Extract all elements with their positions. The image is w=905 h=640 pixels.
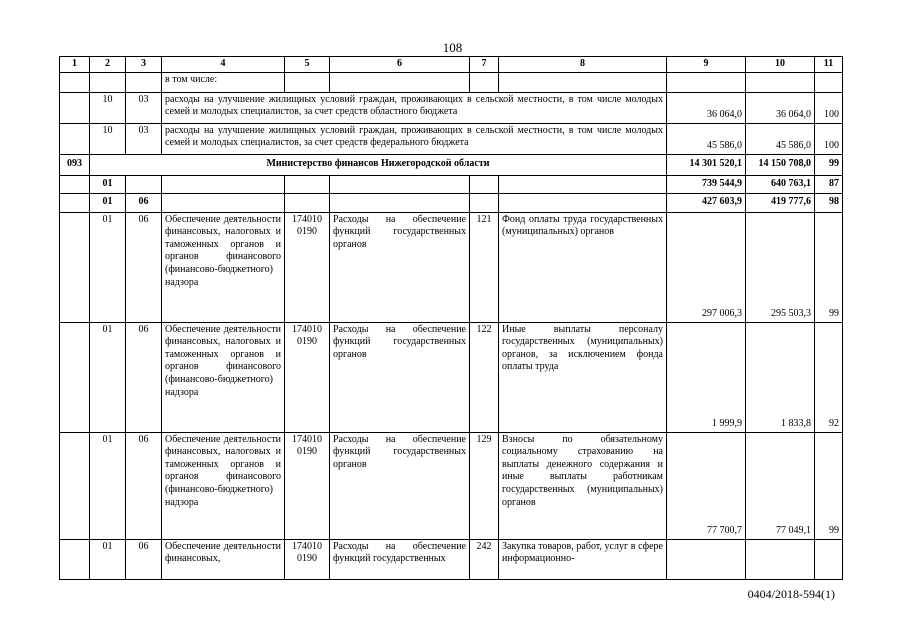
planned-amount: 36 064,0 (667, 92, 746, 123)
target-article-name: Расходы на обеспечение функций государственных органов (330, 212, 470, 322)
target-article-code: 174010 0190 (285, 539, 330, 579)
actual-amount: 14 150 708,0 (746, 154, 815, 175)
budget-table (59, 56, 843, 580)
execution-percent: 100 (815, 92, 843, 123)
expense-type-code: 242 (470, 539, 499, 579)
actual-amount: 77 049,1 (746, 432, 815, 539)
table-row (60, 539, 843, 579)
actual-amount: 36 064,0 (746, 92, 815, 123)
header-cell: 4 (162, 57, 285, 73)
target-article-code: 174010 0190 (285, 432, 330, 539)
execution-percent: 99 (815, 154, 843, 175)
planned-amount: 14 301 520,1 (667, 154, 746, 175)
section-code: 10 (90, 92, 126, 123)
subsection-code: 03 (126, 123, 162, 154)
section-code: 01 (90, 193, 126, 212)
execution-percent: 99 (815, 432, 843, 539)
planned-amount: 77 700,7 (667, 432, 746, 539)
header-cell: 11 (815, 57, 843, 73)
header-cell: 7 (470, 57, 499, 73)
activity-name: Обеспечение деятельности финансовых, (162, 539, 285, 579)
subsection-code: 06 (126, 212, 162, 322)
execution-percent: 99 (815, 212, 843, 322)
target-article-name: Расходы на обеспечение функций государственных органов (330, 432, 470, 539)
subsection-code: 03 (126, 92, 162, 123)
planned-amount: 427 603,9 (667, 193, 746, 212)
ministry-name: Министерство финансов Нижегородской области (90, 154, 667, 175)
target-article-code: 174010 0190 (285, 322, 330, 432)
planned-amount: 1 999,9 (667, 322, 746, 432)
table-row (60, 432, 843, 539)
header-cell: 1 (60, 57, 90, 73)
activity-name: Обеспечение деятельности финансовых, налоговых и таможенных органов и органов финансового (финансово-бюджетного) надзора (162, 212, 285, 322)
actual-amount: 1 833,8 (746, 322, 815, 432)
header-cell: 2 (90, 57, 126, 73)
target-article-name: Расходы на обеспечение функций государственных органов (330, 322, 470, 432)
section-code: 01 (90, 175, 126, 193)
expense-type-name: Закупка товаров, работ, услуг в сфере информационно- (499, 539, 667, 579)
expense-type-name: Фонд оплаты труда государственных (муниципальных) органов (499, 212, 667, 322)
planned-amount: 45 586,0 (667, 123, 746, 154)
subsection-code: 06 (126, 322, 162, 432)
expense-type-name: Взносы по обязательному социальному страхованию на выплаты денежного содержания и иные выплаты работникам государственных (муниципальных) органов (499, 432, 667, 539)
header-cell: 6 (330, 57, 470, 73)
activity-name: Обеспечение деятельности финансовых, налоговых и таможенных органов и органов финансового (финансово-бюджетного) надзора (162, 322, 285, 432)
section-code: 01 (90, 539, 126, 579)
expense-type-code: 121 (470, 212, 499, 322)
table-row (60, 123, 843, 154)
header-cell: 5 (285, 57, 330, 73)
target-article-name: Расходы на обеспечение функций государственных (330, 539, 470, 579)
execution-percent: 98 (815, 193, 843, 212)
execution-percent: 87 (815, 175, 843, 193)
including-label: в том числе: (162, 72, 285, 92)
expense-description: расходы на улучшение жилищных условий граждан, проживающих в сельской местности, в том числе молодых семей и молодых специалистов, за счет средств федерального бюджета (162, 123, 667, 154)
actual-amount: 419 777,6 (746, 193, 815, 212)
header-cell: 10 (746, 57, 815, 73)
subsection-row (60, 193, 843, 212)
expense-type-name: Иные выплаты персоналу государственных (муниципальных) органов, за исключением фонда оплаты труда (499, 322, 667, 432)
execution-percent: 92 (815, 322, 843, 432)
header-cell: 9 (667, 57, 746, 73)
ministry-row (60, 154, 843, 175)
actual-amount: 295 503,3 (746, 212, 815, 322)
table-row (60, 322, 843, 432)
target-article-code: 174010 0190 (285, 212, 330, 322)
section-code: 01 (90, 212, 126, 322)
section-code: 01 (90, 432, 126, 539)
section-code: 10 (90, 123, 126, 154)
table-row (60, 92, 843, 123)
subsection-code: 06 (126, 432, 162, 539)
actual-amount: 640 763,1 (746, 175, 815, 193)
subsection-code: 06 (126, 193, 162, 212)
section-code: 01 (90, 322, 126, 432)
actual-amount: 45 586,0 (746, 123, 815, 154)
section-row (60, 175, 843, 193)
subsection-code: 06 (126, 539, 162, 579)
header-cell: 8 (499, 57, 667, 73)
table-row (60, 212, 843, 322)
execution-percent: 100 (815, 123, 843, 154)
column-number-header-row (60, 57, 843, 73)
expense-description: расходы на улучшение жилищных условий граждан, проживающих в сельской местности, в том числе молодых семей и молодых специалистов, за счет средств областного бюджета (162, 92, 667, 123)
expense-type-code: 129 (470, 432, 499, 539)
expense-type-code: 122 (470, 322, 499, 432)
ministry-code: 093 (60, 154, 90, 175)
planned-amount: 739 544,9 (667, 175, 746, 193)
activity-name: Обеспечение деятельности финансовых, налоговых и таможенных органов и органов финансового (финансово-бюджетного) надзора (162, 432, 285, 539)
planned-amount: 297 006,3 (667, 212, 746, 322)
including-row (60, 72, 843, 92)
page-number: 108 (442, 40, 463, 55)
document-code: 0404/2018-594(1) (747, 587, 835, 601)
header-cell: 3 (126, 57, 162, 73)
